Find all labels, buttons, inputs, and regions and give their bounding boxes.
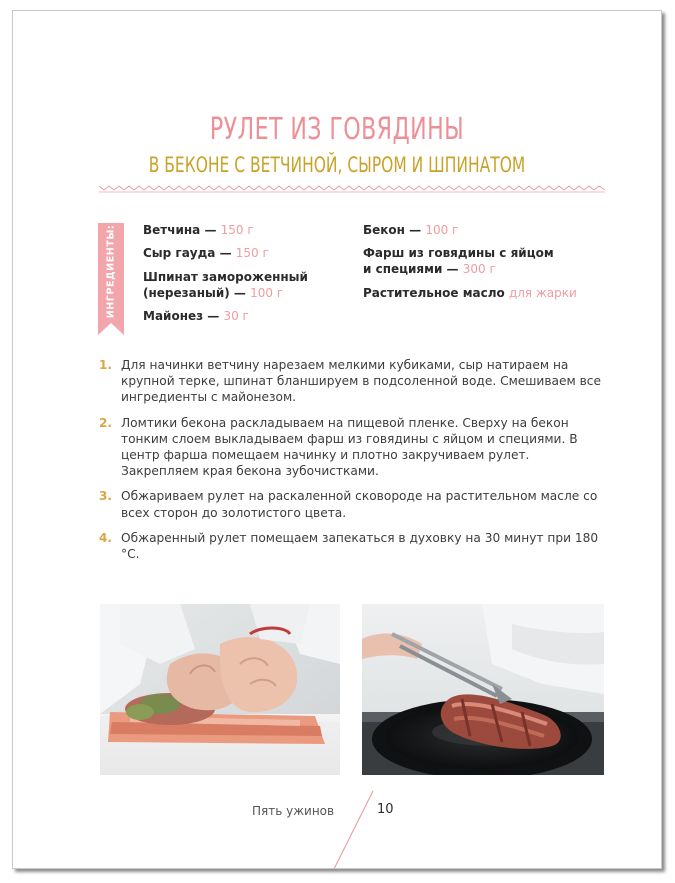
ingredient-item: Майонез — 30 г <box>143 309 249 323</box>
footer-book-title: Пять ужинов <box>252 804 335 818</box>
ingredient-item: Бекон — 100 г <box>363 223 459 237</box>
recipe-title: РУЛЕТ ИЗ ГОВЯДИНЫ <box>209 112 465 147</box>
photo-rolling-roulade <box>100 604 340 775</box>
step-number: 1. <box>99 358 112 372</box>
ingredient-item: Шпинат замороженный (нерезаный) — 100 г <box>143 270 308 300</box>
step-number: 3. <box>99 489 112 504</box>
ingredient-item: Фарш из говядины с яйцом и специями — 300 г <box>363 246 554 276</box>
page-number: 10 <box>377 802 394 817</box>
footer-divider-line <box>325 791 375 869</box>
ingredient-item: Растительное масло для жарки <box>363 286 577 300</box>
ingredients-label-wrap <box>98 223 124 319</box>
ingredient-item: Сыр гауда — 150 г <box>143 246 269 260</box>
step-text: Обжариваем рулет на раскаленной сковороде на растительном масле со всех сторон до золотистого цвета. <box>121 489 598 520</box>
step-number: 2. <box>99 415 112 430</box>
recipe-steps <box>99 357 604 571</box>
recipe-page <box>12 10 662 869</box>
recipe-step <box>99 357 604 406</box>
step-number: 4. <box>99 530 112 545</box>
recipe-step <box>99 415 604 480</box>
ingredient-item: Ветчина — 150 г <box>143 223 254 237</box>
step-text: Ломтики бекона раскладываем на пищевой пленке. Сверху на бекон тонким слоем выкладываем фарш из говядины с яйцом и специями. В центр фарша помещаем начинку и плотно закручиваем рулет. Закрепляем края бекона зубочистками. <box>121 415 578 479</box>
step-text: Для начинки ветчину нарезаем мелкими кубиками, сыр натираем на крупной терке, шпинат бланшируем в подсоленной воде. Смешиваем все ингредиенты с майонезом. <box>121 358 601 405</box>
recipe-step <box>99 530 604 562</box>
step-text: Обжаренный рулет помещаем запекаться в духовку на 30 минут при 180 °С. <box>121 530 599 562</box>
ingredients-label: ИНГРЕДИЕНТЫ: <box>105 224 117 318</box>
recipe-step <box>99 488 604 520</box>
decorative-zigzag-divider <box>99 183 605 193</box>
photo-frying-roulade <box>362 604 604 775</box>
recipe-subtitle: В БЕКОНЕ С ВЕТЧИНОЙ, СЫРОМ И ШПИНАТОМ <box>148 153 526 177</box>
